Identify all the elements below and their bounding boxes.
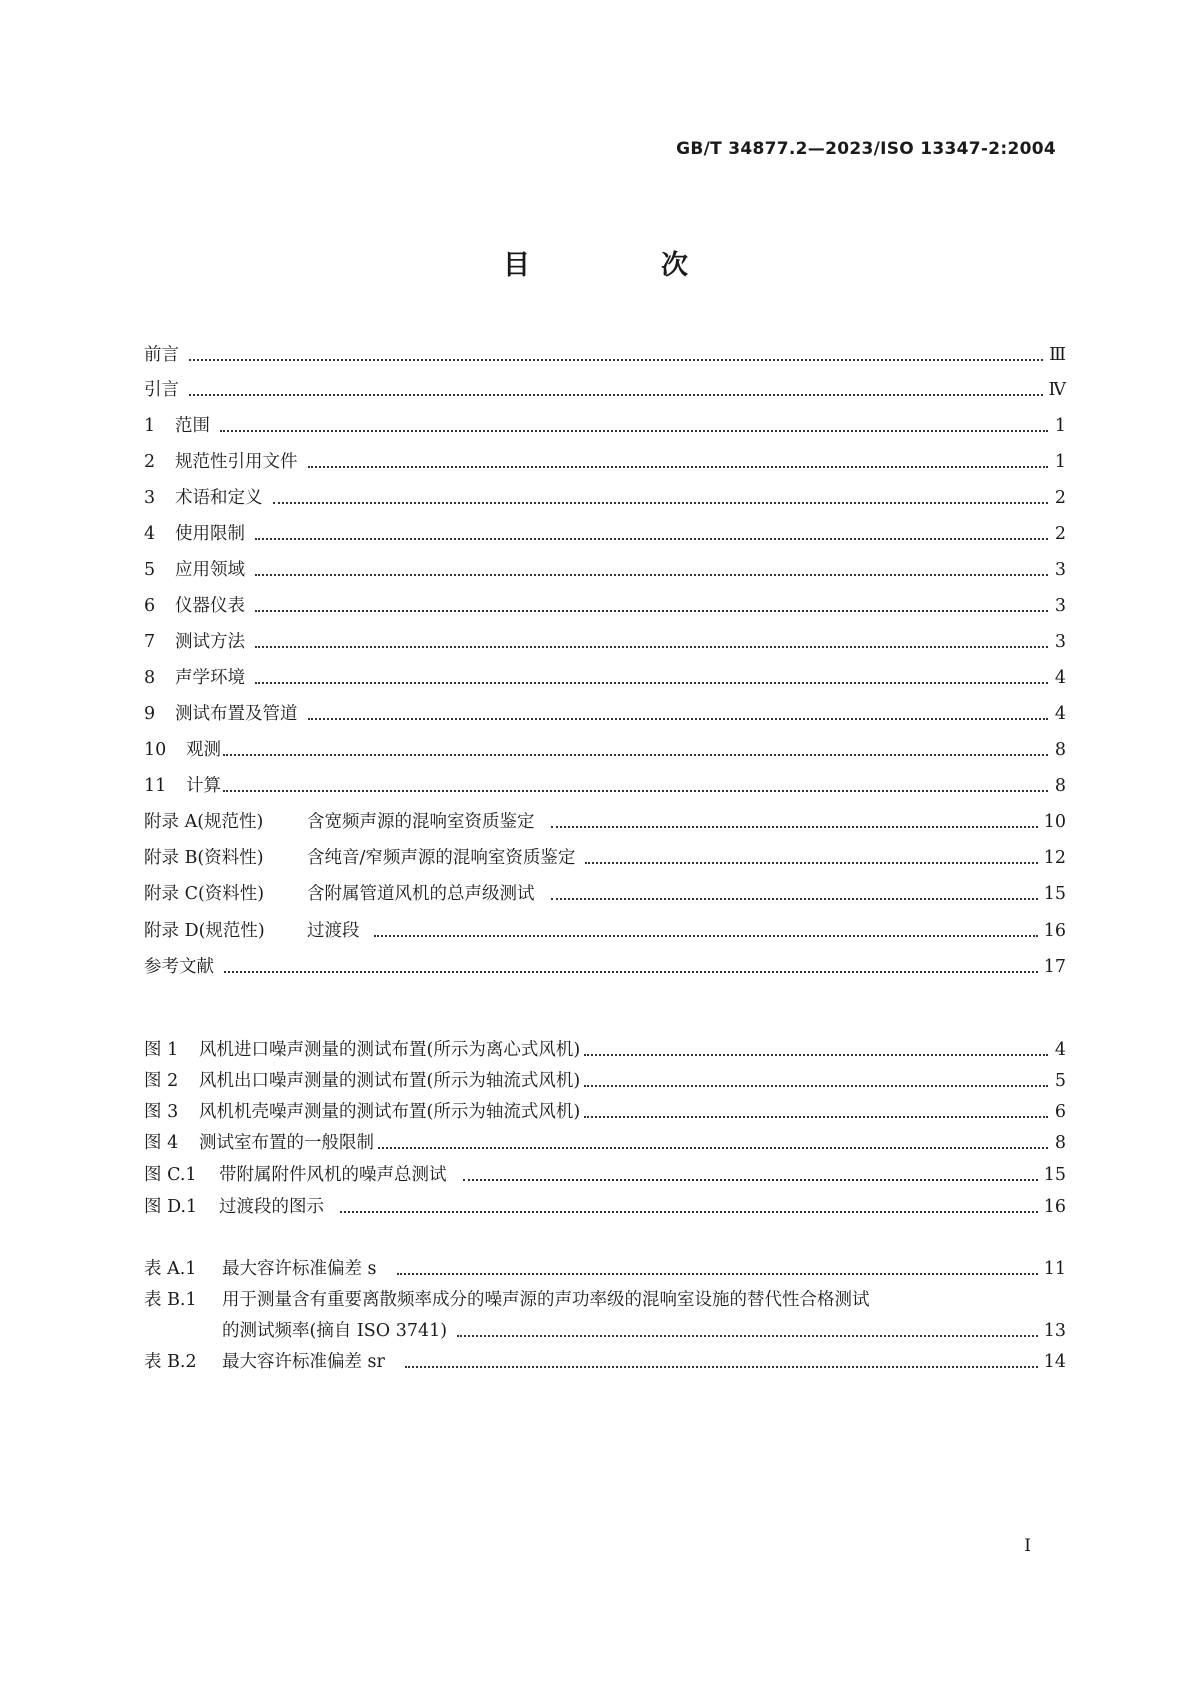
toc-page: 2 (1054, 524, 1066, 544)
dot-leader (255, 646, 1048, 648)
toc-label: 参考文献 (144, 957, 214, 977)
toc-number: 附录 A(规范性) (144, 812, 264, 832)
table-entry-line1[interactable] (144, 1287, 1066, 1313)
toc-entry[interactable] (144, 773, 1066, 799)
table-page: 13 (1043, 1321, 1066, 1341)
table-label: 最大容许标准偏差 s (222, 1259, 377, 1279)
dot-leader (308, 718, 1049, 720)
figure-label: 测试室布置的一般限制 (199, 1133, 374, 1153)
toc-number: 6 (144, 596, 156, 616)
toc-page: Ⅳ (1048, 380, 1066, 400)
toc-page: 8 (1054, 776, 1066, 796)
toc-label: 规范性引用文件 (175, 452, 298, 472)
toc-label: 应用领域 (175, 560, 245, 580)
dot-leader (551, 826, 1038, 828)
dot-leader (585, 862, 1037, 864)
figure-page: 8 (1054, 1133, 1066, 1153)
figure-label: 带附属附件风机的噪声总测试 (219, 1165, 447, 1185)
table-number: 表 B.1 (144, 1290, 197, 1310)
dot-leader (255, 610, 1048, 612)
toc-label: 前言 (144, 345, 179, 365)
toc-entry[interactable] (144, 593, 1066, 619)
figure-label: 风机机壳噪声测量的测试布置(所示为轴流式风机) (199, 1102, 581, 1122)
dot-leader (255, 682, 1048, 684)
toc-page: 1 (1054, 452, 1066, 472)
table-entry[interactable] (144, 1256, 1066, 1282)
page-title: 目 次 (503, 250, 740, 281)
toc-entry[interactable] (144, 413, 1066, 439)
toc-label: 使用限制 (175, 524, 245, 544)
toc-page: 1 (1054, 416, 1066, 436)
toc-number: 10 (144, 740, 167, 760)
figure-label: 过渡段的图示 (219, 1197, 324, 1217)
toc-page: 12 (1043, 848, 1066, 868)
toc-entry[interactable] (144, 521, 1066, 547)
dot-leader (223, 790, 1048, 792)
table-entry-line2[interactable] (144, 1318, 1066, 1344)
dot-leader (584, 1054, 1048, 1056)
dot-leader (397, 1273, 1038, 1275)
dot-leader (189, 359, 1043, 361)
figure-number: 图 3 (144, 1102, 179, 1122)
toc-number: 11 (144, 776, 167, 796)
figure-entry[interactable] (144, 1194, 1066, 1220)
toc-number: 附录 C(资料性) (144, 884, 265, 904)
toc-label: 计算 (186, 776, 221, 796)
dot-leader (220, 430, 1048, 432)
figure-number: 图 2 (144, 1071, 179, 1091)
dot-leader (378, 1147, 1048, 1149)
toc-label: 过渡段 (307, 921, 360, 941)
table-entry[interactable] (144, 1349, 1066, 1375)
dot-leader (340, 1211, 1038, 1213)
dot-leader (255, 538, 1048, 540)
dot-leader (457, 1335, 1038, 1337)
toc-number: 3 (144, 488, 156, 508)
dot-leader (255, 574, 1048, 576)
dot-leader (273, 502, 1049, 504)
figure-page: 4 (1054, 1040, 1066, 1060)
toc-number: 9 (144, 704, 156, 724)
toc-entry[interactable] (144, 629, 1066, 655)
table-page: 14 (1043, 1352, 1066, 1372)
figure-page: 5 (1054, 1071, 1066, 1091)
toc-entry[interactable] (144, 665, 1066, 691)
toc-entry[interactable] (144, 737, 1066, 763)
dot-leader (224, 971, 1038, 973)
toc-label: 测试方法 (175, 632, 245, 652)
toc-page: 10 (1043, 812, 1066, 832)
toc-label: 术语和定义 (175, 488, 263, 508)
toc-page: 16 (1043, 921, 1066, 941)
toc-entry[interactable] (144, 485, 1066, 511)
dot-leader (374, 935, 1038, 937)
toc-entry-annex-c[interactable] (144, 881, 1066, 907)
toc-label: 含宽频声源的混响室资质鉴定 (307, 812, 535, 832)
toc-label: 含纯音/窄频声源的混响室资质鉴定 (307, 848, 576, 868)
toc-entry-preface[interactable] (144, 342, 1066, 368)
figure-page: 16 (1043, 1197, 1066, 1217)
figure-page: 15 (1043, 1165, 1066, 1185)
toc-number: 2 (144, 452, 156, 472)
toc-entry-introduction[interactable] (144, 377, 1066, 403)
figure-page: 6 (1054, 1102, 1066, 1122)
toc-label: 含附属管道风机的总声级测试 (307, 884, 535, 904)
figure-number: 图 C.1 (144, 1165, 197, 1185)
toc-entry[interactable] (144, 449, 1066, 475)
toc-page: 4 (1054, 704, 1066, 724)
toc-page: 2 (1054, 488, 1066, 508)
table-number: 表 A.1 (144, 1259, 197, 1279)
table-page: 11 (1043, 1259, 1066, 1279)
dot-leader (405, 1366, 1038, 1368)
toc-page: 3 (1054, 632, 1066, 652)
dot-leader (551, 898, 1038, 900)
toc-label: 测试布置及管道 (175, 704, 298, 724)
standard-number: GB/T 34877.2—2023/ISO 13347-2:2004 (676, 139, 1056, 159)
table-label-continued: 的测试频率(摘自 ISO 3741) (222, 1321, 448, 1341)
toc-entry[interactable] (144, 557, 1066, 583)
dot-leader (189, 394, 1043, 396)
toc-entry[interactable] (144, 701, 1066, 727)
toc-page: 4 (1054, 668, 1066, 688)
toc-entry-annex-d[interactable] (144, 918, 1066, 944)
figure-entry[interactable] (144, 1162, 1066, 1188)
toc-number: 1 (144, 416, 156, 436)
toc-label: 仪器仪表 (175, 596, 245, 616)
toc-number: 附录 D(规范性) (144, 921, 265, 941)
toc-entry-annex-b[interactable] (144, 845, 1066, 871)
figure-number: 图 D.1 (144, 1197, 198, 1217)
figure-label: 风机进口噪声测量的测试布置(所示为离心式风机) (199, 1040, 581, 1060)
toc-label: 范围 (175, 416, 210, 436)
figure-entry[interactable] (144, 1130, 1066, 1156)
toc-page: 15 (1043, 884, 1066, 904)
figure-entry[interactable] (144, 1099, 1066, 1125)
toc-number: 4 (144, 524, 156, 544)
figure-label: 风机出口噪声测量的测试布置(所示为轴流式风机) (199, 1071, 581, 1091)
page-number: I (1024, 1536, 1031, 1556)
toc-number: 8 (144, 668, 156, 688)
toc-entry-annex-a[interactable] (144, 809, 1066, 835)
figure-number: 图 4 (144, 1133, 179, 1153)
toc-label: 引言 (144, 380, 179, 400)
table-label: 最大容许标准偏差 sr (222, 1352, 385, 1372)
dot-leader (223, 754, 1048, 756)
figure-number: 图 1 (144, 1040, 179, 1060)
toc-page: Ⅲ (1049, 345, 1066, 365)
toc-number: 附录 B(资料性) (144, 848, 264, 868)
toc-page: 3 (1054, 596, 1066, 616)
dot-leader (308, 466, 1049, 468)
toc-label: 声学环境 (175, 668, 245, 688)
toc-entry-bibliography[interactable] (144, 954, 1066, 980)
toc-number: 5 (144, 560, 156, 580)
dot-leader (584, 1116, 1048, 1118)
toc-page: 17 (1043, 957, 1066, 977)
dot-leader (463, 1179, 1038, 1181)
figure-entry[interactable] (144, 1068, 1066, 1094)
dot-leader (584, 1085, 1048, 1087)
toc-page: 8 (1054, 740, 1066, 760)
toc-label: 观测 (186, 740, 221, 760)
toc-number: 7 (144, 632, 156, 652)
figure-entry[interactable] (144, 1037, 1066, 1063)
table-number: 表 B.2 (144, 1352, 197, 1372)
toc-page: 3 (1054, 560, 1066, 580)
table-label: 用于测量含有重要离散频率成分的噪声源的声功率级的混响室设施的替代性合格测试 (222, 1290, 870, 1310)
